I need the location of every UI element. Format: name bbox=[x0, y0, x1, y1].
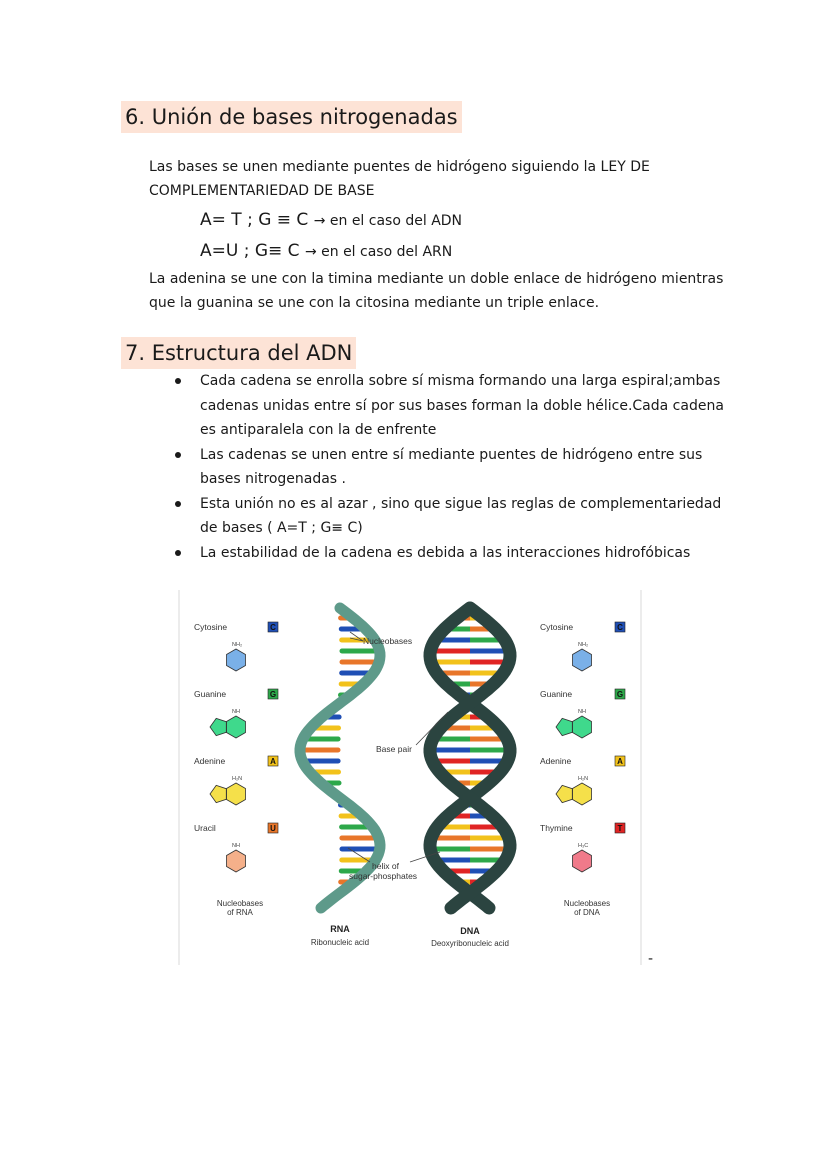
bullet-item bbox=[170, 492, 730, 541]
nucleobase-name: Guanine bbox=[194, 689, 227, 699]
bullet-item bbox=[170, 443, 730, 492]
nucleobase-chem-label: H₂N bbox=[232, 776, 243, 782]
nucleobase-ring bbox=[573, 783, 592, 805]
dna-subtitle: Deoxyribonucleic acid bbox=[431, 939, 509, 948]
bullet-3-line-1: Esta unión no es al azar , sino que sigue las reglas de complementariedad bbox=[200, 495, 722, 512]
nucleobase-letter: G bbox=[616, 690, 624, 699]
nucleobase-five-ring bbox=[210, 718, 226, 735]
intro-line-1: Las bases se unen mediante puentes de hidrógeno siguiendo la LEY DE bbox=[149, 159, 650, 175]
nucleobase-name: Cytosine bbox=[194, 622, 228, 632]
nucleobase-letter: C bbox=[617, 623, 623, 632]
nucleobase-letter: U bbox=[270, 824, 276, 833]
nucleobase-ring bbox=[573, 850, 592, 872]
nucleobase-chem-label: NH bbox=[232, 843, 240, 849]
bullet-2-line-1: Las cadenas se unen entre sí mediante puentes de hidrógeno entre sus bbox=[200, 446, 703, 463]
dna-nucleobases-caption-line-1: Nucleobases bbox=[563, 899, 611, 908]
rna-dna-diagram bbox=[178, 590, 642, 965]
rna-nucleobases-caption-line-1: Nucleobases bbox=[216, 899, 264, 908]
bullet-2-line-2: bases nitrogenadas . bbox=[200, 471, 346, 487]
intro-line-2: COMPLEMENTARIEDAD DE BASE bbox=[149, 183, 375, 199]
nucleobase-ring bbox=[227, 716, 246, 738]
nucleobase-name: Uracil bbox=[194, 823, 216, 833]
bullet-3-line-2: de bases ( A=T ; G≡ C) bbox=[200, 520, 363, 536]
rna-nucleobases-caption-line-2: of RNA bbox=[227, 908, 253, 917]
bullet-4-line-1: La estabilidad de la cadena es debida a las interacciones hidrofóbicas bbox=[200, 544, 691, 561]
section-7-title: 7. Estructura del ADN bbox=[121, 337, 356, 369]
section-6-intro bbox=[149, 155, 749, 203]
bullet-item bbox=[170, 369, 730, 443]
nucleobase-chem-label: NH bbox=[578, 709, 586, 715]
bullet-1-line-3: es antiparalela con la de enfrente bbox=[200, 422, 437, 438]
nucleobase-ring bbox=[227, 783, 246, 805]
nucleobase-ring bbox=[227, 850, 246, 872]
nucleobase-five-ring bbox=[210, 785, 226, 802]
rna-base-rungs bbox=[300, 618, 380, 882]
nucleobase-letter: G bbox=[269, 690, 277, 699]
nucleobase-chem-label: H₃C bbox=[578, 843, 589, 849]
dna-title: DNA bbox=[460, 926, 480, 936]
formula-rna bbox=[200, 238, 452, 265]
bullet-1-line-2: cadenas unidas entre sí por sus bases forman la doble hélice.Cada cadena bbox=[200, 397, 724, 414]
page-dash: - bbox=[648, 951, 654, 967]
bullet-item bbox=[170, 541, 730, 566]
nucleobase-name: Thymine bbox=[540, 823, 573, 833]
nucleobases-label: Nucleobases bbox=[363, 636, 413, 646]
nucleobase-ring bbox=[573, 649, 592, 671]
paragraph-line-1: La adenina se une con la timina mediante un doble enlace de hidrógeno mientras bbox=[149, 271, 724, 287]
nucleobase-chem-label: NH₂ bbox=[578, 642, 589, 648]
nucleobase-letter: T bbox=[617, 824, 623, 833]
nucleobase-chem-label: NH bbox=[232, 709, 240, 715]
helix-label-line-2: sugar-phosphates bbox=[349, 871, 418, 881]
formula-dna-text: A= T ; G ≡ C bbox=[200, 210, 309, 230]
dna-nucleobases-caption-line-2: of DNA bbox=[574, 908, 600, 917]
section-6-paragraph bbox=[149, 267, 749, 315]
formula-dna bbox=[200, 207, 462, 234]
nucleobase-letter: C bbox=[270, 623, 276, 632]
nucleobase-chem-label: NH₂ bbox=[232, 642, 243, 648]
dna-base-pair-rungs bbox=[430, 618, 510, 882]
nucleobase-name: Adenine bbox=[194, 756, 226, 766]
helix-label-line-1: helix of bbox=[372, 861, 399, 871]
formula-rna-text: A=U ; G≡ C bbox=[200, 241, 300, 261]
rna-dna-figure bbox=[178, 590, 642, 965]
formula-rna-note: → en el caso del ARN bbox=[304, 244, 453, 260]
bullet-1-line-1: Cada cadena se enrolla sobre sí misma formando una larga espiral;ambas bbox=[200, 373, 721, 389]
nucleobase-letter: A bbox=[270, 757, 276, 766]
nucleobase-five-ring bbox=[556, 718, 572, 735]
nucleobase-ring bbox=[227, 649, 246, 671]
rna-nucleobase-list bbox=[194, 622, 278, 872]
rna-title: RNA bbox=[330, 924, 350, 934]
dna-nucleobase-list bbox=[540, 622, 625, 872]
base-pair-label: Base pair bbox=[376, 744, 412, 754]
nucleobase-ring bbox=[573, 716, 592, 738]
nucleobase-letter: A bbox=[617, 757, 623, 766]
paragraph-line-2: que la guanina se une con la citosina mediante un triple enlace. bbox=[149, 295, 600, 311]
nucleobase-name: Guanine bbox=[540, 689, 573, 699]
rna-subtitle: Ribonucleic acid bbox=[310, 938, 370, 947]
formula-dna-note: → en el caso del ADN bbox=[313, 213, 463, 229]
nucleobase-name: Adenine bbox=[540, 756, 572, 766]
nucleobase-name: Cytosine bbox=[540, 622, 574, 632]
section-7-bullet-list bbox=[170, 369, 730, 565]
section-6-title: 6. Unión de bases nitrogenadas bbox=[121, 101, 462, 133]
nucleobase-five-ring bbox=[556, 785, 572, 802]
nucleobase-chem-label: H₂N bbox=[578, 776, 589, 782]
